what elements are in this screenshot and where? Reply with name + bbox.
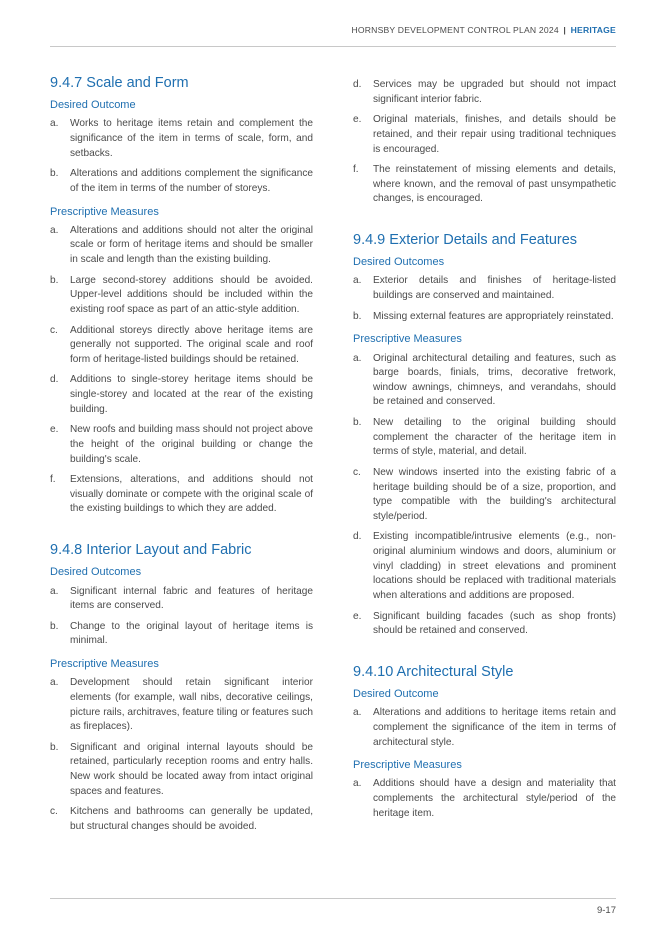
list-marker: d.: [50, 374, 59, 386]
list-marker: a.: [353, 707, 362, 719]
continued-list: [353, 78, 616, 207]
list-marker: e.: [50, 424, 59, 436]
list-item-text: Services may be upgraded but should not impact significant interior fabric.: [373, 79, 616, 105]
list-item-text: Original materials, finishes, and details should be retained, and their repair using traditional techniques is encouraged.: [373, 114, 616, 155]
list-item: [50, 274, 313, 318]
page-number: 9-17: [596, 905, 616, 916]
list-item-text: Alterations and additions to heritage items retain and complement the significance of the item in terms of architectural style.: [373, 707, 616, 748]
measure-list: [50, 224, 313, 517]
list-item: [353, 274, 616, 303]
list-marker: e.: [353, 114, 362, 126]
list-item: [353, 530, 616, 603]
list-item-text: Alterations and additions complement the significance of the item in terms of the number of storeys.: [70, 168, 313, 194]
header-doc-title: HORNSBY DEVELOPMENT CONTROL PLAN 2024: [351, 25, 559, 35]
list-marker: e.: [353, 610, 362, 622]
section-title: 9.4.9 Exterior Details and Features: [353, 232, 578, 248]
list-item: [50, 324, 313, 368]
section: [353, 663, 616, 821]
list-item: [50, 423, 313, 467]
subsection-heading: Prescriptive Measures: [353, 759, 462, 772]
list-marker: b.: [50, 168, 59, 180]
subsection-heading: Prescriptive Measures: [50, 658, 159, 671]
measure-list: [50, 585, 313, 650]
list-marker: a.: [353, 778, 362, 790]
list-item: [353, 113, 616, 157]
section-title: 9.4.10 Architectural Style: [353, 663, 514, 680]
list-item: [50, 620, 313, 649]
list-item-text: Kitchens and bathrooms can generally be updated, but structural changes should be avoided.: [70, 806, 313, 832]
running-header: [351, 25, 616, 35]
list-item-text: Significant and original internal layouts should be retained, particularly reception rooms and entry halls. New work should be located away from intact original spaces and features.: [70, 741, 313, 797]
list-item-text: Exterior details and finishes of heritage-listed buildings are conserved and maintained.: [373, 275, 616, 302]
footer-rule: [50, 898, 616, 899]
list-marker: a.: [353, 352, 362, 364]
list-item: [353, 610, 616, 639]
list-item-text: Significant internal fabric and features of heritage items are conserved.: [70, 585, 313, 612]
list-item: [50, 805, 313, 834]
left-column: [50, 74, 313, 859]
subsection-heading: Prescriptive Measures: [353, 333, 462, 346]
list-marker: a.: [50, 677, 59, 689]
list-item: [353, 310, 616, 325]
list-item-text: Change to the original layout of heritage items is minimal.: [70, 620, 313, 647]
list-marker: b.: [353, 310, 362, 322]
list-marker: b.: [50, 274, 59, 286]
measure-list: [353, 274, 616, 324]
list-item-text: New roofs and building mass should not project above the height of the original building or change the building's scale.: [70, 424, 313, 465]
measure-list: [50, 676, 313, 834]
list-item-text: Significant building facades (such as shop fronts) should be retained and conserved.: [373, 610, 616, 637]
list-item: [50, 167, 313, 196]
list-item-text: Additions should have a design and materiality that complements the architectural style/period of the heritage item.: [373, 778, 616, 819]
subsection-heading: Prescriptive Measures: [50, 205, 159, 218]
section: [50, 541, 313, 834]
list-item: [353, 466, 616, 525]
list-item: [50, 473, 313, 517]
list-marker: c.: [50, 806, 58, 818]
right-column: [353, 78, 616, 845]
list-item-text: Original architectural detailing and features, such as barge boards, finials, trims, decorative fretwork, window awnings, chimneys, and verandahs, should be retained and conserved.: [373, 352, 616, 408]
header-rule: [50, 46, 616, 47]
list-item-text: Large second-storey additions should be avoided. Upper-level additions should be included within the existing roof space as part of an attic-style addition.: [70, 274, 313, 315]
measure-list: [353, 352, 616, 639]
measure-list: [50, 117, 313, 196]
list-item: [353, 352, 616, 411]
list-marker: b.: [353, 417, 362, 429]
list-item-text: New detailing to the original building should complement the character of the heritage item in terms of style, material, and detail.: [373, 417, 616, 458]
list-marker: a.: [50, 118, 59, 130]
list-marker: c.: [353, 466, 361, 478]
list-item-text: Extensions, alterations, and additions should not visually dominate or compete with the original scale of the existing buildings to which they are added.: [70, 474, 313, 515]
list-item-text: The reinstatement of missing elements and details, where known, and the removal of past unsympathetic changes, is encouraged.: [373, 164, 616, 205]
list-item-text: Development should retain significant interior elements (for example, wall nibs, decorative ceilings, picture rails, architraves, feature tiling or features such as fireplaces).: [70, 677, 313, 733]
list-marker: b.: [50, 620, 59, 632]
list-item-text: Existing incompatible/intrusive elements (e.g., non-original aluminium windows and doors, aluminium or vinyl cladding) in street elevations and prominent locations should be replaced with traditional materials when alterations and additions are proposed.: [373, 531, 616, 601]
list-marker: f.: [50, 474, 56, 486]
measure-list: [353, 777, 616, 821]
list-item: [50, 676, 313, 735]
list-marker: a.: [50, 224, 59, 236]
list-marker: b.: [50, 741, 59, 753]
list-item-text: Additions to single-storey heritage items should be single-storey and located at the rear of the existing building.: [70, 374, 313, 415]
list-item-text: Works to heritage items retain and complement the significance of the item in terms of scale, form, and setbacks.: [70, 118, 313, 159]
list-item-text: New windows inserted into the existing fabric of a heritage building should be of a size, proportion, and type compatible with the building's architectural style/period.: [373, 466, 616, 522]
list-item: [353, 706, 616, 750]
list-marker: a.: [353, 275, 362, 287]
list-item: [353, 78, 616, 107]
section-title: 9.4.8 Interior Layout and Fabric: [50, 542, 252, 559]
header-section: HERITAGE: [570, 25, 616, 35]
section: [50, 74, 313, 517]
subsection-heading: Desired Outcome: [50, 99, 136, 112]
list-item-text: Alterations and additions should not alter the original scale or form of heritage items and should be smaller in scale and length than the existing building.: [70, 224, 313, 266]
list-item: [353, 163, 616, 207]
subsection-heading: Desired Outcome: [353, 687, 439, 700]
section: [353, 231, 616, 639]
list-marker: f.: [353, 164, 359, 176]
list-item: [50, 117, 313, 161]
list-item-text: Missing external features are appropriately reinstated.: [373, 310, 614, 322]
measure-list: [353, 706, 616, 750]
header-separator: |: [563, 25, 567, 35]
list-marker: a.: [50, 585, 59, 597]
list-item-text: Additional storeys directly above heritage items are generally not supported. The original scale and roof form of heritage-listed buildings should be retained.: [70, 324, 313, 365]
list-item: [50, 224, 313, 268]
section-title: 9.4.7 Scale and Form: [50, 75, 189, 91]
subsection-heading: Desired Outcomes: [50, 566, 142, 579]
list-marker: c.: [50, 324, 58, 336]
subsection-heading: Desired Outcomes: [353, 256, 445, 269]
list-item: [353, 777, 616, 821]
list-marker: d.: [353, 531, 362, 543]
list-item: [50, 373, 313, 417]
list-marker: d.: [353, 79, 362, 90]
list-item: [353, 416, 616, 460]
list-item: [50, 585, 313, 614]
list-item: [50, 741, 313, 800]
